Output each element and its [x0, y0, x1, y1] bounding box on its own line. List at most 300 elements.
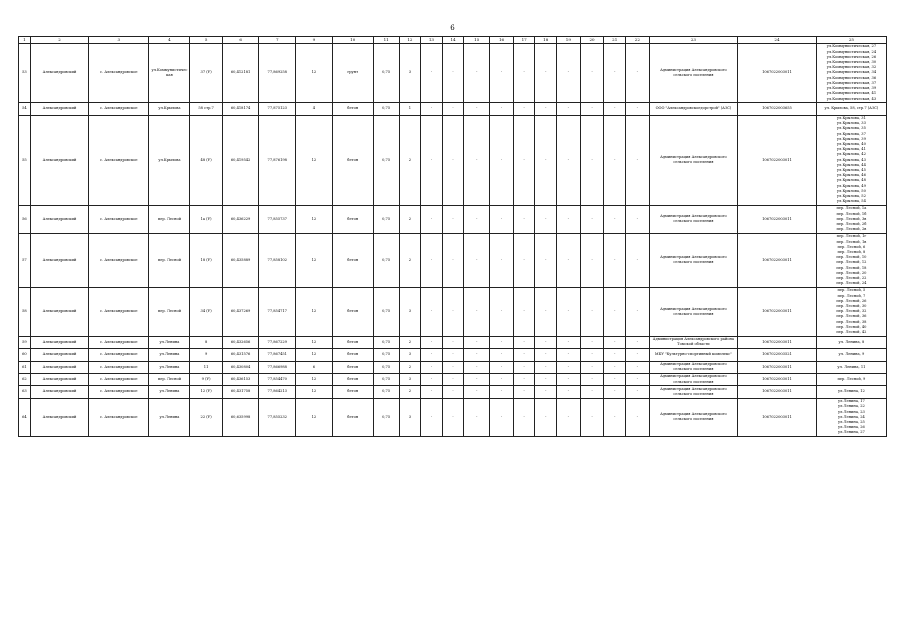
served-addresses-cell: [816, 398, 886, 436]
column-number: 15: [464, 37, 490, 44]
owner-organization-cell: Администрация Александровского сельского поселения: [649, 287, 737, 336]
value-cell-c17: -: [513, 386, 535, 398]
value-cell-c14: -: [442, 386, 464, 398]
settlement-cell: с. Александровское: [89, 386, 149, 398]
value-cell-c15: -: [464, 336, 490, 348]
house-cell: 48 (У): [190, 115, 222, 205]
column-number: 18: [535, 37, 557, 44]
served-address: ул.Коммунистическая, 27: [826, 44, 877, 49]
surface-cell: бетон: [332, 373, 373, 385]
served-address: пер. Лесной, 18: [836, 265, 867, 270]
column-number: 4: [149, 37, 190, 44]
row-number: 64: [19, 398, 31, 436]
value-cell-c20: -: [580, 103, 604, 115]
latitude-cell: 60,437269: [222, 287, 259, 336]
table-row: [19, 233, 887, 287]
owner-organization-cell: Администрация Александровского сельского поселения: [649, 205, 737, 233]
latitude-cell: 60,418174: [222, 103, 259, 115]
column-number: 16: [490, 37, 514, 44]
value-cell-c19: -: [556, 349, 580, 361]
value-cell-c15: -: [464, 349, 490, 361]
value-cell-c18: -: [535, 103, 557, 115]
value-cell-c17: -: [513, 44, 535, 103]
served-address: ул.Ленина, 23: [837, 409, 865, 414]
value-cell-c13: -: [421, 287, 443, 336]
value-cell-c12: 3: [399, 44, 421, 103]
value-cell-c15: -: [464, 287, 490, 336]
served-address: ул. Ленина, 9: [838, 352, 865, 357]
surface-cell: бетон: [332, 233, 373, 287]
ogrn-cell: 1067022003011: [738, 398, 817, 436]
value-cell-c18: -: [535, 373, 557, 385]
value-cell-c15: -: [464, 103, 490, 115]
value-cell-c13: -: [421, 103, 443, 115]
value-cell-c20: -: [580, 386, 604, 398]
served-address: ул.Крылова, 46: [836, 173, 866, 178]
value-cell-c16: -: [490, 373, 514, 385]
value-cell-c14: -: [442, 205, 464, 233]
column-number: 10: [332, 37, 373, 44]
surface-cell: бетон: [332, 205, 373, 233]
value-cell-c22: -: [625, 361, 649, 373]
served-address: ул.Ленина, 17: [837, 399, 865, 404]
value-cell-c11: 0,75: [373, 233, 399, 287]
served-address: пер. Лесной, 3в: [836, 216, 867, 221]
value-cell-c9: 12: [296, 386, 333, 398]
value-cell-c18: -: [535, 205, 557, 233]
value-cell-c21: -: [604, 205, 626, 233]
latitude-cell: 60,431576: [222, 349, 259, 361]
street-cell: ул.Ленина: [149, 336, 190, 348]
served-address: ул.Коммунистическая, 36: [826, 75, 877, 80]
value-cell-c19: -: [556, 205, 580, 233]
value-cell-c12: 2: [399, 336, 421, 348]
longitude-cell: 77,866988: [259, 361, 296, 373]
served-address: пер. Лесной, 38: [836, 319, 867, 324]
value-cell-c21: -: [604, 233, 626, 287]
page-number: 6: [450, 24, 455, 32]
latitude-cell: 60,436153: [222, 373, 259, 385]
value-cell-c11: 0,75: [373, 287, 399, 336]
longitude-cell: 77,858102: [259, 233, 296, 287]
value-cell-c11: 0,75: [373, 398, 399, 436]
owner-organization-cell: Администрация Александровского сельского поселения: [649, 373, 737, 385]
house-cell: 8: [190, 336, 222, 348]
value-cell-c22: -: [625, 287, 649, 336]
value-cell-c20: -: [580, 373, 604, 385]
row-number: 56: [19, 205, 31, 233]
served-address: пер. Лесной, 2б: [836, 222, 867, 227]
served-address: ул.Крылова, 54: [836, 199, 866, 204]
value-cell-c16: -: [490, 44, 514, 103]
column-number: 2: [30, 37, 88, 44]
value-cell-c12: 3: [399, 349, 421, 361]
owner-organization-cell: ООО "Александровскоедорстрой" (АЗС): [649, 103, 737, 115]
value-cell-c15: -: [464, 205, 490, 233]
table-body: [19, 44, 887, 437]
served-address: ул.Крылова, 50: [836, 188, 866, 193]
served-address: пер. Лесной, 2в: [836, 227, 867, 232]
value-cell-c9: 12: [296, 373, 333, 385]
value-cell-c9: 12: [296, 115, 333, 205]
ogrn-cell: 1067022003011: [738, 287, 817, 336]
value-cell-c21: -: [604, 103, 626, 115]
street-cell: ул.Ленина: [149, 361, 190, 373]
longitude-cell: 77,854470: [259, 373, 296, 385]
register-table: [18, 36, 887, 437]
value-cell-c16: -: [490, 349, 514, 361]
ogrn-cell: 1067022003011: [738, 361, 817, 373]
row-number: 59: [19, 336, 31, 348]
value-cell-c14: -: [442, 44, 464, 103]
served-addresses-cell: [816, 336, 886, 348]
value-cell-c14: -: [442, 349, 464, 361]
street-cell: пер. Лесной: [149, 287, 190, 336]
value-cell-c20: -: [580, 349, 604, 361]
served-address: пер. Лесной, 26: [836, 298, 867, 303]
district-cell: Александровский: [30, 361, 88, 373]
served-address: пер. Лесной, 32: [836, 309, 867, 314]
district-cell: Александровский: [30, 386, 88, 398]
street-cell: ул.Коммунистическая: [149, 44, 190, 103]
served-address: пер. Лесной, 9: [837, 377, 866, 382]
value-cell-c22: -: [625, 44, 649, 103]
served-address: ул.Ленина, 24: [837, 414, 865, 419]
table-row: [19, 115, 887, 205]
owner-organization-cell: Администрация Александровского сельского поселения: [649, 115, 737, 205]
district-cell: Александровский: [30, 287, 88, 336]
value-cell-c21: -: [604, 398, 626, 436]
served-addresses-cell: [816, 44, 886, 103]
served-address: пер. Лесной, 1б: [836, 211, 867, 216]
served-address: пер. Лесной, 24: [836, 281, 867, 286]
value-cell-c16: -: [490, 233, 514, 287]
owner-organization-cell: Администрация Александровского сельского поселения: [649, 233, 737, 287]
served-address: пер. Лесной, 22: [836, 276, 867, 281]
settlement-cell: с. Александровское: [89, 361, 149, 373]
value-cell-c12: 3: [399, 287, 421, 336]
house-cell: 18 (У): [190, 233, 222, 287]
value-cell-c13: -: [421, 349, 443, 361]
value-cell-c9: 12: [296, 233, 333, 287]
settlement-cell: с. Александровское: [89, 349, 149, 361]
row-number: 57: [19, 233, 31, 287]
value-cell-c17: -: [513, 398, 535, 436]
owner-organization-cell: Администрация Александровского сельского поселения: [649, 361, 737, 373]
value-cell-c20: -: [580, 115, 604, 205]
column-number: 23: [649, 37, 737, 44]
column-number: 21: [604, 37, 626, 44]
street-cell: ул.Ленина: [149, 398, 190, 436]
settlement-cell: с. Александровское: [89, 205, 149, 233]
value-cell-c12: 2: [399, 233, 421, 287]
settlement-cell: с. Александровское: [89, 44, 149, 103]
table-row: [19, 361, 887, 373]
house-cell: 12 (У): [190, 386, 222, 398]
served-address: пер. Лесной, 8: [837, 250, 866, 255]
district-cell: Александровский: [30, 233, 88, 287]
settlement-cell: с. Александровское: [89, 398, 149, 436]
column-number: 11: [373, 37, 399, 44]
column-number: 12: [399, 37, 421, 44]
house-cell: 9 (У): [190, 373, 222, 385]
latitude-cell: 60,419542: [222, 115, 259, 205]
value-cell-c14: -: [442, 361, 464, 373]
value-cell-c13: -: [421, 398, 443, 436]
table-row: [19, 205, 887, 233]
served-address: пер. Лесной, 40: [836, 324, 867, 329]
latitude-cell: 60,435889: [222, 233, 259, 287]
column-number: 25: [816, 37, 886, 44]
column-number: 5: [190, 37, 222, 44]
district-cell: Александровский: [30, 44, 88, 103]
house-cell: 11: [190, 361, 222, 373]
column-number: 20: [580, 37, 604, 44]
served-address: ул.Крылова, 41: [836, 147, 866, 152]
value-cell-c20: -: [580, 233, 604, 287]
value-cell-c22: -: [625, 386, 649, 398]
longitude-cell: 77,869258: [259, 44, 296, 103]
value-cell-c18: -: [535, 398, 557, 436]
column-number: 6: [222, 37, 259, 44]
served-address: пер. Лесной, 1в: [836, 239, 867, 244]
longitude-cell: 77,875123: [259, 103, 296, 115]
column-number: 22: [625, 37, 649, 44]
value-cell-c14: -: [442, 103, 464, 115]
served-address: ул.Ленина, 26: [837, 425, 865, 430]
value-cell-c20: -: [580, 205, 604, 233]
value-cell-c11: 0,75: [373, 205, 399, 233]
served-address: ул.Коммунистическая, 32: [826, 65, 877, 70]
value-cell-c14: -: [442, 336, 464, 348]
value-cell-c18: -: [535, 44, 557, 103]
column-number: 3: [89, 37, 149, 44]
served-address: пер. Лесной, 1а: [836, 206, 867, 211]
value-cell-c14: -: [442, 233, 464, 287]
value-cell-c13: -: [421, 115, 443, 205]
value-cell-c11: 0,75: [373, 386, 399, 398]
surface-cell: грунт: [332, 44, 373, 103]
value-cell-c17: -: [513, 103, 535, 115]
ogrn-cell: 1067022003011: [738, 233, 817, 287]
value-cell-c17: -: [513, 287, 535, 336]
value-cell-c21: -: [604, 115, 626, 205]
value-cell-c22: -: [625, 336, 649, 348]
value-cell-c17: -: [513, 233, 535, 287]
surface-cell: бетон: [332, 115, 373, 205]
value-cell-c20: -: [580, 287, 604, 336]
column-number: 9: [296, 37, 333, 44]
value-cell-c9: 12: [296, 398, 333, 436]
served-address: ул.Крылова, 33: [836, 121, 866, 126]
value-cell-c19: -: [556, 115, 580, 205]
served-address: пер. Лесной, 42: [836, 330, 867, 335]
value-cell-c18: -: [535, 233, 557, 287]
value-cell-c17: -: [513, 336, 535, 348]
street-cell: пер. Лесной: [149, 205, 190, 233]
street-cell: пер. Лесной: [149, 373, 190, 385]
longitude-cell: 77,855232: [259, 398, 296, 436]
street-cell: пер. Лесной: [149, 233, 190, 287]
value-cell-c22: -: [625, 349, 649, 361]
served-address: пер. Лесной, 6: [837, 244, 866, 249]
value-cell-c11: 0,75: [373, 44, 399, 103]
longitude-cell: 77,876198: [259, 115, 296, 205]
served-address: пер. Лесной, 1г: [836, 234, 867, 239]
row-number: 54: [19, 103, 31, 115]
surface-cell: бетон: [332, 386, 373, 398]
value-cell-c19: -: [556, 287, 580, 336]
surface-cell: бетон: [332, 361, 373, 373]
value-cell-c12: 1: [399, 103, 421, 115]
value-cell-c12: 2: [399, 115, 421, 205]
served-address: ул.Ленина, 22: [837, 404, 865, 409]
value-cell-c20: -: [580, 336, 604, 348]
value-cell-c12: 2: [399, 386, 421, 398]
table-row: [19, 336, 887, 348]
value-cell-c13: -: [421, 44, 443, 103]
district-cell: Александровский: [30, 115, 88, 205]
value-cell-c20: -: [580, 361, 604, 373]
longitude-cell: 77,854717: [259, 287, 296, 336]
street-cell: ул.Крылова: [149, 115, 190, 205]
row-number: 55: [19, 115, 31, 205]
table-row: [19, 373, 887, 385]
value-cell-c16: -: [490, 361, 514, 373]
column-number: 13: [421, 37, 443, 44]
district-cell: Александровский: [30, 205, 88, 233]
served-address: ул.Крылова, 42: [836, 152, 866, 157]
served-address: пер. Лесной, 7: [837, 293, 866, 298]
served-address: пер. Лесной, 30: [836, 304, 867, 309]
column-number: 17: [513, 37, 535, 44]
value-cell-c22: -: [625, 205, 649, 233]
column-number: 19: [556, 37, 580, 44]
served-addresses-cell: [816, 361, 886, 373]
ogrn-cell: 1067022003011: [738, 373, 817, 385]
value-cell-c13: -: [421, 361, 443, 373]
value-cell-c18: -: [535, 361, 557, 373]
value-cell-c18: -: [535, 115, 557, 205]
settlement-cell: с. Александровское: [89, 373, 149, 385]
value-cell-c9: 12: [296, 349, 333, 361]
value-cell-c17: -: [513, 373, 535, 385]
value-cell-c18: -: [535, 386, 557, 398]
ogrn-cell: 1067022003011: [738, 44, 817, 103]
value-cell-c19: -: [556, 44, 580, 103]
value-cell-c16: -: [490, 205, 514, 233]
street-cell: ул.Крылова: [149, 103, 190, 115]
value-cell-c16: -: [490, 115, 514, 205]
value-cell-c11: 0,75: [373, 349, 399, 361]
served-address: ул.Коммунистическая, 26: [826, 54, 877, 59]
value-cell-c21: -: [604, 386, 626, 398]
value-cell-c9: 12: [296, 44, 333, 103]
owner-organization-cell: Администрация Александровского района Томской области: [649, 336, 737, 348]
value-cell-c19: -: [556, 233, 580, 287]
value-cell-c13: -: [421, 205, 443, 233]
value-cell-c13: -: [421, 386, 443, 398]
surface-cell: бетон: [332, 349, 373, 361]
ogrn-cell: 1067022003011: [738, 115, 817, 205]
served-address: ул.Коммунистическая, 34: [826, 70, 877, 75]
served-address: ул.Крылова, 48: [836, 178, 866, 183]
value-cell-c22: -: [625, 233, 649, 287]
value-cell-c16: -: [490, 287, 514, 336]
value-cell-c12: 2: [399, 361, 421, 373]
value-cell-c15: -: [464, 361, 490, 373]
served-address: ул. Ленина, 11: [837, 364, 866, 369]
table-row: [19, 44, 887, 103]
owner-organization-cell: Администрация Александровского сельского поселения: [649, 386, 737, 398]
surface-cell: бетон: [332, 398, 373, 436]
value-cell-c22: -: [625, 103, 649, 115]
table-row: [19, 287, 887, 336]
value-cell-c18: -: [535, 349, 557, 361]
value-cell-c11: 0,75: [373, 115, 399, 205]
owner-organization-cell: Администрация Александровского сельского поселения: [649, 44, 737, 103]
value-cell-c9: 6: [296, 361, 333, 373]
ogrn-cell: 1067022003011: [738, 205, 817, 233]
served-address: ул.Крылова, 44: [836, 162, 866, 167]
district-cell: Александровский: [30, 336, 88, 348]
row-number: 53: [19, 44, 31, 103]
value-cell-c17: -: [513, 115, 535, 205]
house-cell: 22 (У): [190, 398, 222, 436]
settlement-cell: с. Александровское: [89, 115, 149, 205]
surface-cell: бетон: [332, 336, 373, 348]
ogrn-cell: 1067022003011: [738, 386, 817, 398]
column-number: 24: [738, 37, 817, 44]
house-cell: 37 (У): [190, 44, 222, 103]
value-cell-c16: -: [490, 336, 514, 348]
district-cell: Александровский: [30, 349, 88, 361]
served-address: ул.Крылова, 31: [836, 116, 866, 121]
served-addresses-cell: [816, 373, 886, 385]
surface-cell: бетон: [332, 287, 373, 336]
owner-organization-cell: Администрация Александровского сельского поселения: [649, 398, 737, 436]
latitude-cell: 60,432656: [222, 336, 259, 348]
value-cell-c13: -: [421, 373, 443, 385]
value-cell-c16: -: [490, 103, 514, 115]
value-cell-c22: -: [625, 115, 649, 205]
street-cell: ул.Ленина: [149, 349, 190, 361]
value-cell-c15: -: [464, 373, 490, 385]
value-cell-c19: -: [556, 386, 580, 398]
served-address: пер. Лесной, 36: [836, 314, 867, 319]
value-cell-c13: -: [421, 336, 443, 348]
served-address: ул.Коммунистическая, 37: [826, 80, 877, 85]
served-address: ул.Ленина, 12: [837, 389, 865, 394]
longitude-cell: 77,867229: [259, 336, 296, 348]
value-cell-c18: -: [535, 336, 557, 348]
served-address: ул.Коммунистическая, 41: [826, 91, 877, 96]
served-addresses-cell: [816, 349, 886, 361]
served-address: ул.Крылова, 39: [836, 136, 866, 141]
district-cell: Александровский: [30, 103, 88, 115]
house-cell: 1а (У): [190, 205, 222, 233]
served-addresses-cell: [816, 233, 886, 287]
served-addresses-cell: [816, 287, 886, 336]
value-cell-c9: 12: [296, 287, 333, 336]
served-address: ул.Крылова, 52: [836, 194, 866, 199]
latitude-cell: 60,431758: [222, 386, 259, 398]
value-cell-c14: -: [442, 115, 464, 205]
row-number: 58: [19, 287, 31, 336]
served-address: ул.Ленина, 27: [837, 430, 865, 435]
value-cell-c15: -: [464, 233, 490, 287]
value-cell-c12: 3: [399, 398, 421, 436]
